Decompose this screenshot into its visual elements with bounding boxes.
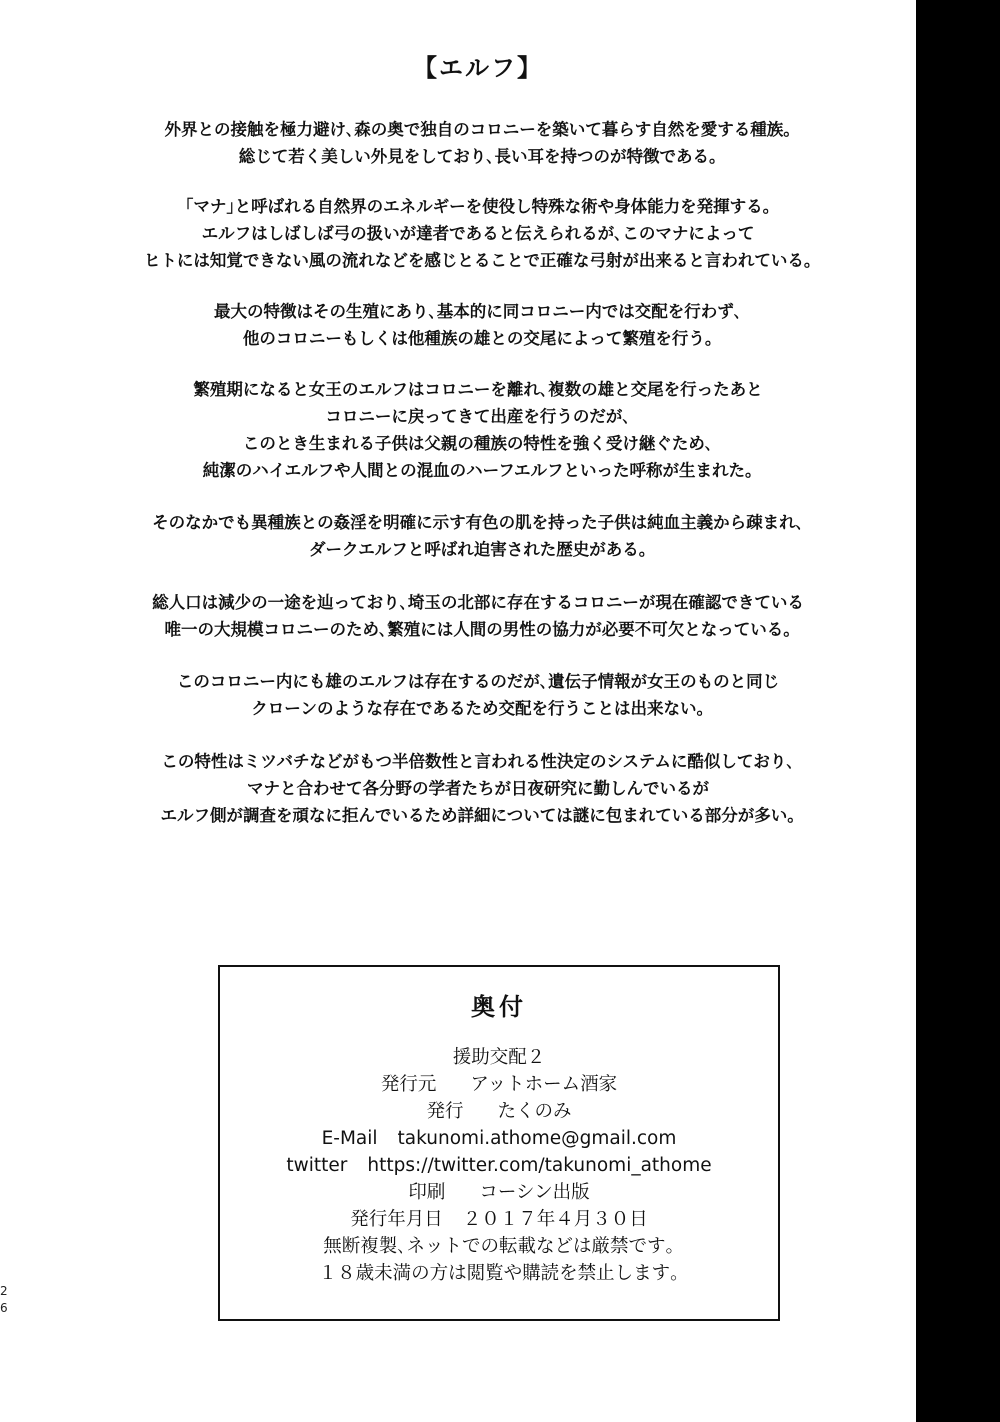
text-line: 繁殖期になると女王のエルフはコロニーを離れ､複数の雄と交尾を行ったあと	[193, 380, 763, 399]
printer-label: 印刷	[408, 1182, 446, 1203]
text-line: 総人口は減少の一途を辿っており､埼玉の北部に存在するコロニーが現在確認できている	[152, 593, 804, 612]
printer-value: コーシン出版	[479, 1182, 590, 1203]
text-line: コロニーに戻ってきて出産を行うのだが､	[325, 407, 631, 426]
text-line: 唯一の大規模コロニーのため､繁殖には人間の男性の協力が必要不可欠となっている｡	[164, 620, 792, 639]
text-line: エルフ側が調査を頑なに拒んでいるため詳細については謎に包まれている部分が多い｡	[160, 806, 796, 825]
date-row	[220, 1207, 778, 1233]
text-line: 総じて若く美しい外見をしており､長い耳を持つのが特徴である｡	[238, 147, 718, 166]
page-number-digit: 6	[0, 1301, 8, 1315]
printer-row	[220, 1180, 778, 1206]
twitter-label: twitter	[286, 1155, 348, 1176]
email-value: takunomi.athome@gmail.com	[397, 1128, 677, 1149]
page-number-digit: 2	[0, 1284, 8, 1298]
twitter-row	[220, 1153, 778, 1179]
text-line: ダークエルフと呼ばれ迫害された歴史がある｡	[309, 540, 647, 559]
publisher-value: アットホーム酒家	[470, 1074, 618, 1095]
text-line: この特性はミツバチなどがもつ半倍数性と言われる性決定のシステムに酷似しており､	[161, 752, 795, 771]
text-line: このコロニー内にも雄のエルフは存在するのだが､遺伝子情報が女王のものと同じ	[176, 672, 780, 691]
email-row	[220, 1126, 778, 1152]
text-line: 外界との接触を極力避け､森の奥で独自のコロニーを築いて暮らす自然を愛する種族｡	[164, 120, 792, 139]
section-title: 【エルフ】	[413, 54, 543, 82]
text-line: ｢マナ｣と呼ばれる自然界のエネルギーを使役し特殊な術や身体能力を発揮する｡	[185, 197, 771, 216]
text-line: そのなかでも異種族との姦淫を明確に示す有色の肌を持った子供は純血主義から疎まれ､	[152, 513, 804, 532]
email-label: E-Mail	[321, 1128, 378, 1149]
text-line: マナと合わせて各分野の学者たちが日夜研究に勤しんでいるが	[247, 779, 709, 798]
book-title: 援助交配２	[452, 1047, 546, 1068]
copy-notice: 無断複製､ネットでの転載などは厳禁です｡	[323, 1236, 675, 1257]
issuer-row	[220, 1099, 778, 1125]
age-notice: １８歳未満の方は閲覧や購読を禁止します｡	[318, 1263, 680, 1284]
text-line: エルフはしばしば弓の扱いが達者であると伝えられるが､このマナによって	[201, 224, 755, 243]
colophon-box	[218, 965, 780, 1321]
date-label: 発行年月日	[350, 1209, 443, 1230]
publisher-label: 発行元	[380, 1074, 437, 1095]
publisher-row	[220, 1072, 778, 1098]
page-number	[0, 1283, 14, 1317]
colophon-heading: 奥付	[471, 993, 527, 1021]
text-line: ヒトには知覚できない風の流れなどを感じとることで正確な弓射が出来ると言われている｡	[143, 251, 813, 270]
issuer-value: たくのみ	[497, 1101, 572, 1122]
text-line: 他のコロニーもしくは他種族の雄との交尾によって繁殖を行う｡	[242, 329, 714, 348]
date-value: ２０１７年４月３０日	[462, 1209, 648, 1230]
issuer-label: 発行	[426, 1101, 464, 1122]
text-line: このとき生まれる子供は父親の種族の特性を強く受け継ぐため､	[242, 434, 714, 453]
text-line: 最大の特徴はその生殖にあり､基本的に同コロニー内では交配を行わず､	[214, 302, 742, 321]
text-line: 純潔のハイエルフや人間との混血のハーフエルフといった呼称が生まれた｡	[202, 461, 754, 480]
text-line: クローンのような存在であるため交配を行うことは出来ない｡	[251, 699, 705, 718]
twitter-value: https://twitter.com/takunomi_athome	[367, 1155, 712, 1176]
